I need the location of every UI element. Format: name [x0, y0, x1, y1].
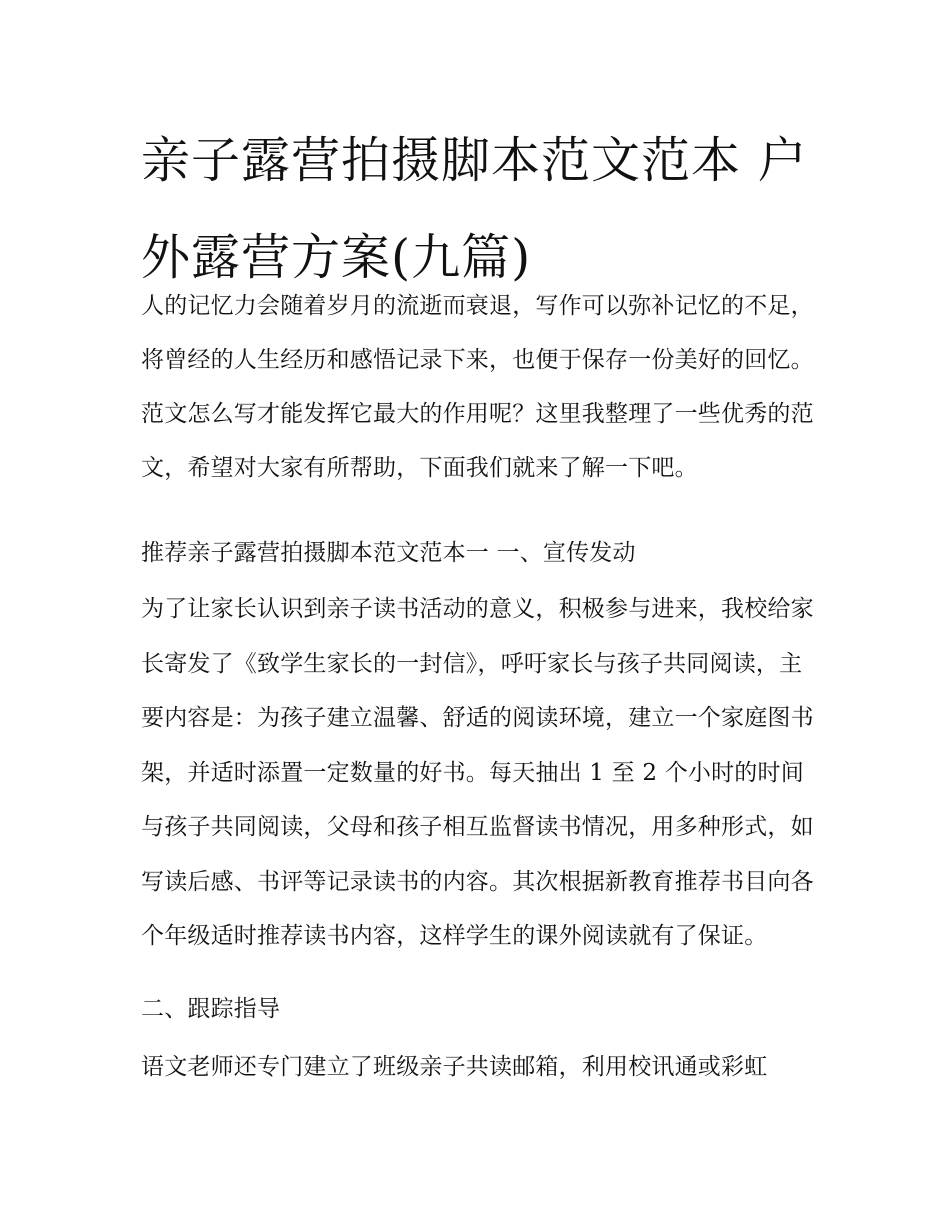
document-title: 亲子露营拍摄脚本范文范本 户外露营方案(九篇)	[141, 132, 808, 286]
section-heading-1: 推荐亲子露营拍摄脚本范文范本一 一、宣传发动	[141, 540, 636, 566]
section-2-paragraph: 语文老师还专门建立了班级亲子共读邮箱，利用校讯通或彩虹	[141, 1054, 768, 1080]
section-heading-2: 二、跟踪指导	[141, 996, 281, 1022]
section-1-paragraph: 为了让家长认识到亲子读书活动的意义，积极参与进来，我校给家长寄发了《致学生家长的一封信》，呼吁家长与孩子共同阅读，主要内容是：为孩子建立温馨、舒适的阅读环境，建立一个家庭图书架，并适时添置一定数量的好书。每天抽出 1 至 2 个小时的时间与孩子共同阅读，父母和孩子相互监督读书情况，用多种形式，如写读后感、书评等记录读书的内容。其次根据新教育推荐书目向各个年级适时推荐读书内容，这样学生的课外阅读就有了保证。	[141, 596, 814, 949]
intro-paragraph: 人的记忆力会随着岁月的流逝而衰退，写作可以弥补记忆的不足，将曾经的人生经历和感悟记录下来，也便于保存一份美好的回忆。范文怎么写才能发挥它最大的作用呢？这里我整理了一些优秀的范文，希望对大家有所帮助，下面我们就来了解一下吧。	[141, 293, 814, 481]
